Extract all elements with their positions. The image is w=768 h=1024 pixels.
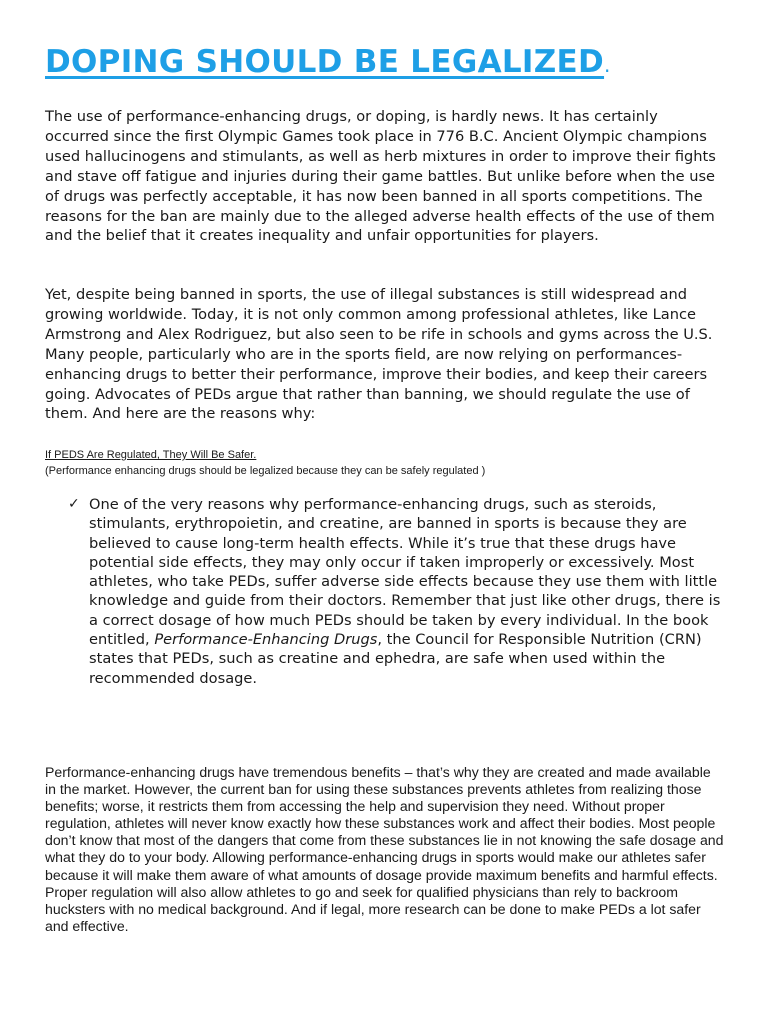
title-trailing-period: . bbox=[604, 53, 611, 77]
book-title: Performance-Enhancing Drugs bbox=[154, 631, 378, 649]
bullet-text-before: One of the very reasons why performance-enhancing drugs, such as steroids, stimulants, erythropoietin, and creatine, are banned in sports is because they are believed to cause long-term health effects. While it’s true that these drugs have potential side effects, they may only occur if taken improperly or excessively. Most athletes, who take PEDs, suffer adverse side effects because they use them with little knowledge and guide from their doctors. Remember that just like other drugs, there is a correct dosage of how much PEDs should be taken by every individual. In the book entitled, bbox=[89, 496, 721, 649]
document-title bbox=[45, 44, 611, 80]
second-paragraph: Yet, despite being banned in sports, the use of illegal substances is still widespread and growing worldwide. Today, it is not only common among professional athletes, like Lance Armstrong and Alex Rodriguez, but also seen to be rife in schools and gyms across the U.S. Many people, particularly who are in the sports field, are now relying on performances-enhancing drugs to better their performance, improve their bodies, and keep their careers going. Advocates of PEDs argue that rather than banning, we should regulate the use of them. And here are the reasons why: bbox=[45, 286, 713, 423]
benefits-paragraph: Performance-enhancing drugs have tremendous benefits – that’s why they are created and made available in the market. However, the current ban for using these substances prevents athletes from realizing those benefits; worse, it restricts them from accessing the help and supervision they need. Without proper regulation, athletes will never know exactly how these substances work and affect their bodies. Most people don’t know that most of the dangers that come from these substances lie in not knowing the safe dosage and what they do to your body. Allowing performance-enhancing drugs in sports would make our athletes safer because it will make them aware of what amounts of dosage provide maximum benefits and harmful effects. Proper regulation will also allow athletes to go and seek for qualified physicians than rely to backroom hucksters with no medical background. And if legal, more research can be done to make PEDs a lot safer and effective. bbox=[45, 764, 724, 934]
section-subheading: If PEDS Are Regulated, They Will Be Safer. bbox=[45, 449, 257, 461]
section-subheading-note: (Performance enhancing drugs should be legalized because they can be safely regulated ) bbox=[45, 465, 486, 477]
bullet-text bbox=[89, 495, 729, 688]
intro-paragraph: The use of performance-enhancing drugs, or doping, is hardly news. It has certainly occurred since the first Olympic Games took place in 776 B.C. Ancient Olympic champions used hallucinogens and stimulants, as well as herb mixtures in order to improve their fights and stave off fatigue and injuries during their game battles. But unlike before when the use of drugs was perfectly acceptable, it has now been banned in all sports competitions. The reasons for the ban are mainly due to the alleged adverse health effects of the use of them and the belief that it creates inequality and unfair opportunities for players. bbox=[45, 108, 716, 245]
title-text: DOPING SHOULD BE LEGALIZED bbox=[45, 44, 605, 80]
checkmark-icon: ✓ bbox=[68, 496, 80, 512]
bullet-text-after: , the Council for Responsible Nutrition (CRN) states that PEDs, such as creatine and ephedra, are safe when used within the recommended dosage. bbox=[89, 631, 702, 687]
